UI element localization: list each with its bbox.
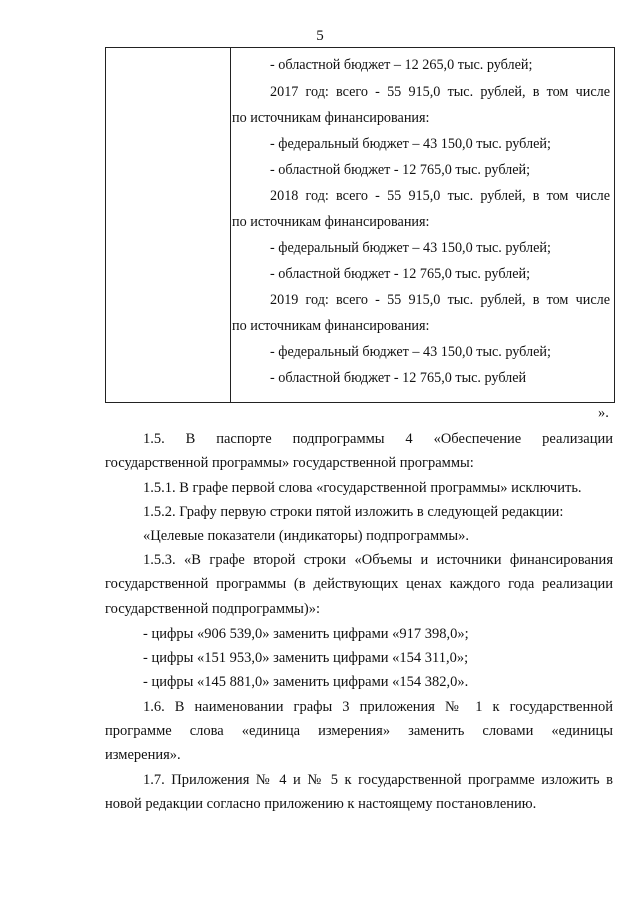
paragraph-1-5: 1.5. В паспорте подпрограммы 4 «Обеспечение реализации [143,431,613,447]
closing-quote: ». [598,405,609,421]
paragraph-1-5-3: 1.5.3. «В графе второй строки «Объемы и источники финансирования [143,552,613,568]
table-cell-financing [0,0,640,400]
table-line: 2018 год: всего - 55 915,0 тыс. рублей, в том числе [270,188,610,204]
table-line: - областной бюджет – 12 265,0 тыс. рублей; [270,57,533,73]
table-line: 2019 год: всего - 55 915,0 тыс. рублей, в том числе [270,292,610,308]
table-line: по источникам финансирования: [232,214,430,230]
table-line: - федеральный бюджет – 43 150,0 тыс. рублей; [270,344,551,360]
table-line: - федеральный бюджет – 43 150,0 тыс. рублей; [270,240,551,256]
paragraph-1-5-cont: государственной программы» государственной программы: [105,455,474,471]
page-number: 5 [316,28,324,44]
table-line: по источникам финансирования: [232,318,430,334]
table-line: - федеральный бюджет – 43 150,0 тыс. рублей; [270,136,551,152]
digits-replacement-2: - цифры «151 953,0» заменить цифрами «154 311,0»; [143,650,469,666]
table-line: по источникам финансирования: [232,110,430,126]
paragraph-1-5-3-cont: государственной программы (в действующих ценах каждого года реализации [105,576,613,592]
table-line: - областной бюджет - 12 765,0 тыс. рублей; [270,162,531,178]
paragraph-1-5-3-cont2: государственной подпрограммы)»: [105,601,321,617]
paragraph-1-6: 1.6. В наименовании графы 3 приложения № 1 к государственной [143,699,613,715]
table-line: - областной бюджет - 12 765,0 тыс. рублей [270,370,527,386]
paragraph-1-7-cont: новой редакции согласно приложению к настоящему постановлению. [105,796,537,812]
paragraph-1-5-1: 1.5.1. В графе первой слова «государственной программы» исключить. [143,480,582,496]
digits-replacement-3: - цифры «145 881,0» заменить цифрами «154 382,0». [143,674,469,690]
paragraph-1-6-cont: программе слова «единица измерения» заменить словами «единицы [105,723,613,739]
table-line: - областной бюджет - 12 765,0 тыс. рублей; [270,266,531,282]
paragraph-1-7: 1.7. Приложения № 4 и № 5 к государственной программе изложить в [143,772,613,788]
paragraph-1-5-2-quote: «Целевые показатели (индикаторы) подпрограммы». [143,528,469,544]
table-line: 2017 год: всего - 55 915,0 тыс. рублей, в том числе [270,84,610,100]
paragraph-1-5-2: 1.5.2. Графу первую строки пятой изложить в следующей редакции: [143,504,564,520]
digits-replacement-1: - цифры «906 539,0» заменить цифрами «917 398,0»; [143,626,469,642]
paragraph-1-6-cont2: измерения». [105,747,181,763]
